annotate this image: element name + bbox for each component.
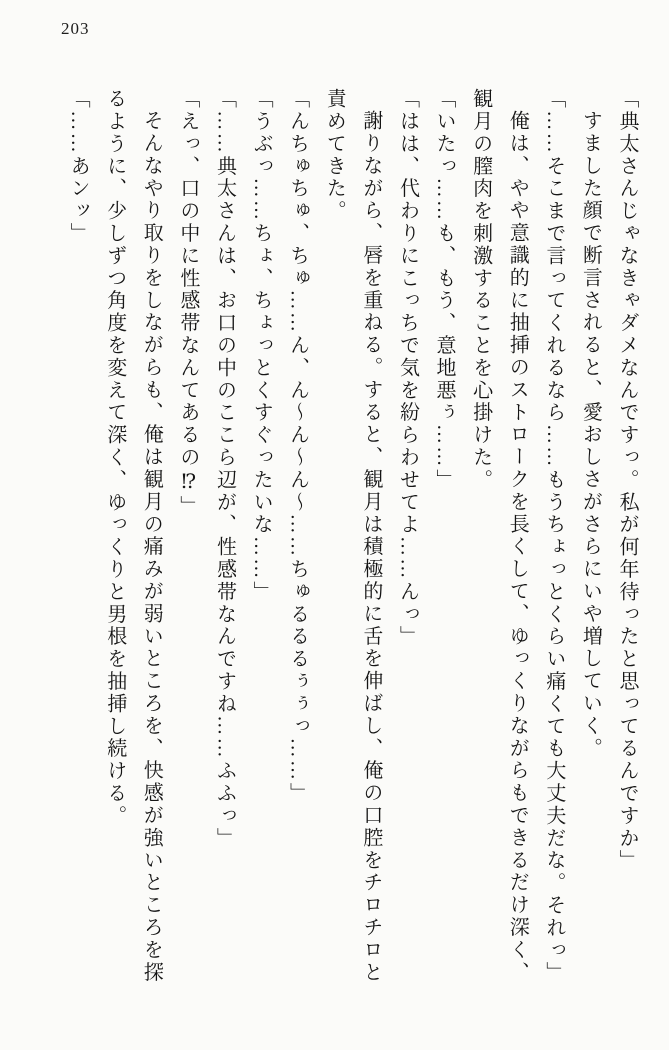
paragraph: 「いたっ……も、もう、意地悪ぅ……」 xyxy=(433,88,456,492)
page-number: 203 xyxy=(61,19,90,38)
paragraph: 「……典太さんは、お口の中のここら辺が、性感帯なんですね……ふふっ」 xyxy=(213,88,236,850)
paragraph: 「んちゅちゅ、ちゅ……ん、ん〜ん〜ん〜……ちゅるるるぅぅっ……」 xyxy=(286,88,309,805)
main-text-block xyxy=(59,88,645,986)
paragraph: 俺は、やや意識的に抽挿のストロークを長くして、ゆっくりながらもできるだけ深く、観月の膣肉を刺激することを心掛けた。 xyxy=(469,88,529,984)
paragraph: 「典太さんじゃなきゃダメなんですっ。私が何年待ったと思ってるんですか」 xyxy=(616,88,638,872)
paragraph: そんなやり取りをしながらも、俺は観月の痛みが弱いところを、快感が強いところを探るように、少しずつ角度を変えて深く、ゆっくりと男根を抽挿し続ける。 xyxy=(103,88,163,984)
paragraph: 「えっ、口の中に性感帯なんてあるの⁉」 xyxy=(176,88,199,518)
paragraph: 「うぶっ……ちょ、ちょっとくすぐったいな……」 xyxy=(250,88,273,604)
paragraph: すました顔で断言されると、愛おしさがさらにいや増していく。 xyxy=(579,110,602,760)
paragraph: 謝りながら、唇を重ねる。すると、観月は積極的に舌を伸ばし、俺の口腔をチロチロと責めてきた。 xyxy=(323,88,382,984)
paragraph: 「はは、代わりにこっちで気を紛らわせてよ……んっ」 xyxy=(396,88,419,648)
paragraph: 「……そこまで言ってくれるなら……もうちょっとくらい痛くても大丈夫だな。それっ」 xyxy=(542,88,565,984)
paragraph: 「……あンッ」 xyxy=(67,88,90,245)
